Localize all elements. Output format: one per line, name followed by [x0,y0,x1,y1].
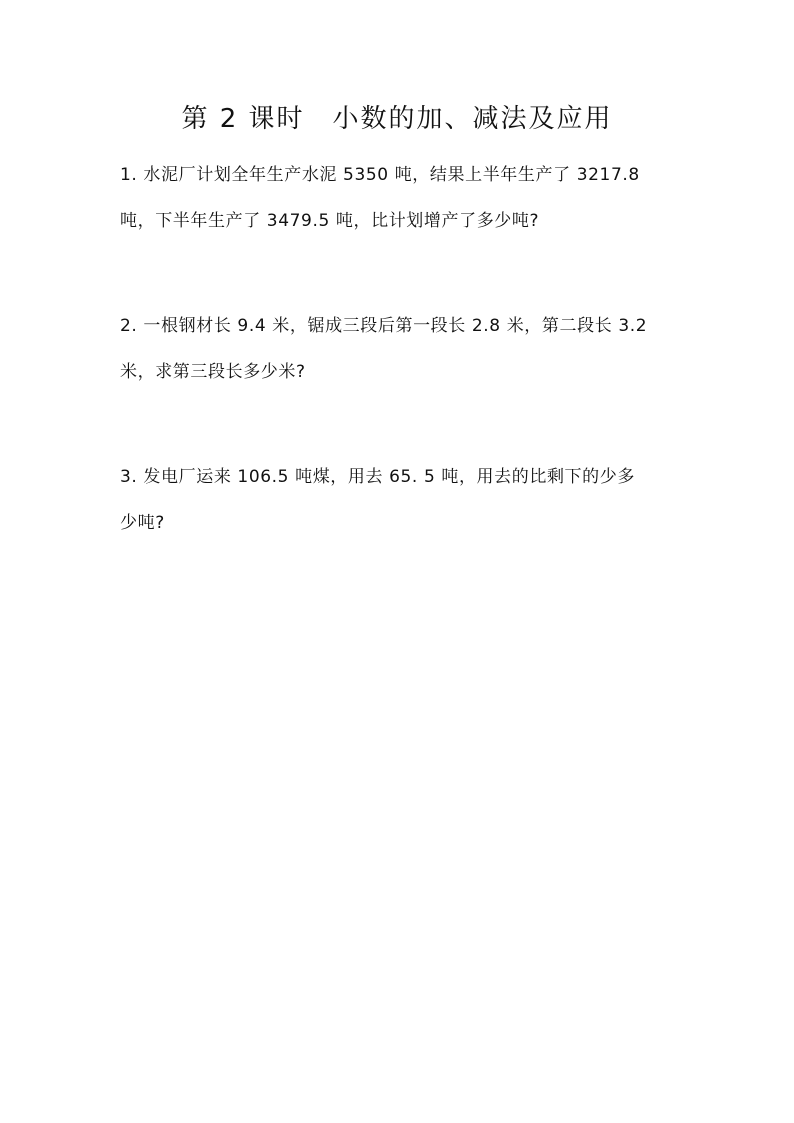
question-2-line-2: 米，求第三段长多少米? [120,362,306,382]
page-title: 第 2 课时 小数的加、减法及应用 [181,104,613,134]
question-1 [120,152,668,244]
question-1-line-2: 吨，下半年生产了 3479.5 吨，比计划增产了多少吨? [120,211,540,231]
question-2 [120,303,668,395]
question-3-line-2: 少吨? [120,513,165,533]
question-1-line-1: 1. 水泥厂计划全年生产水泥 5350 吨，结果上半年生产了 3217.8 [120,165,640,185]
question-3-line-1: 3. 发电厂运来 106.5 吨煤，用去 65. 5 吨，用去的比剩下的少多 [120,467,635,487]
question-3 [120,454,668,546]
question-2-line-1: 2. 一根钢材长 9.4 米，锯成三段后第一段长 2.8 米，第二段长 3.2 [120,316,648,336]
